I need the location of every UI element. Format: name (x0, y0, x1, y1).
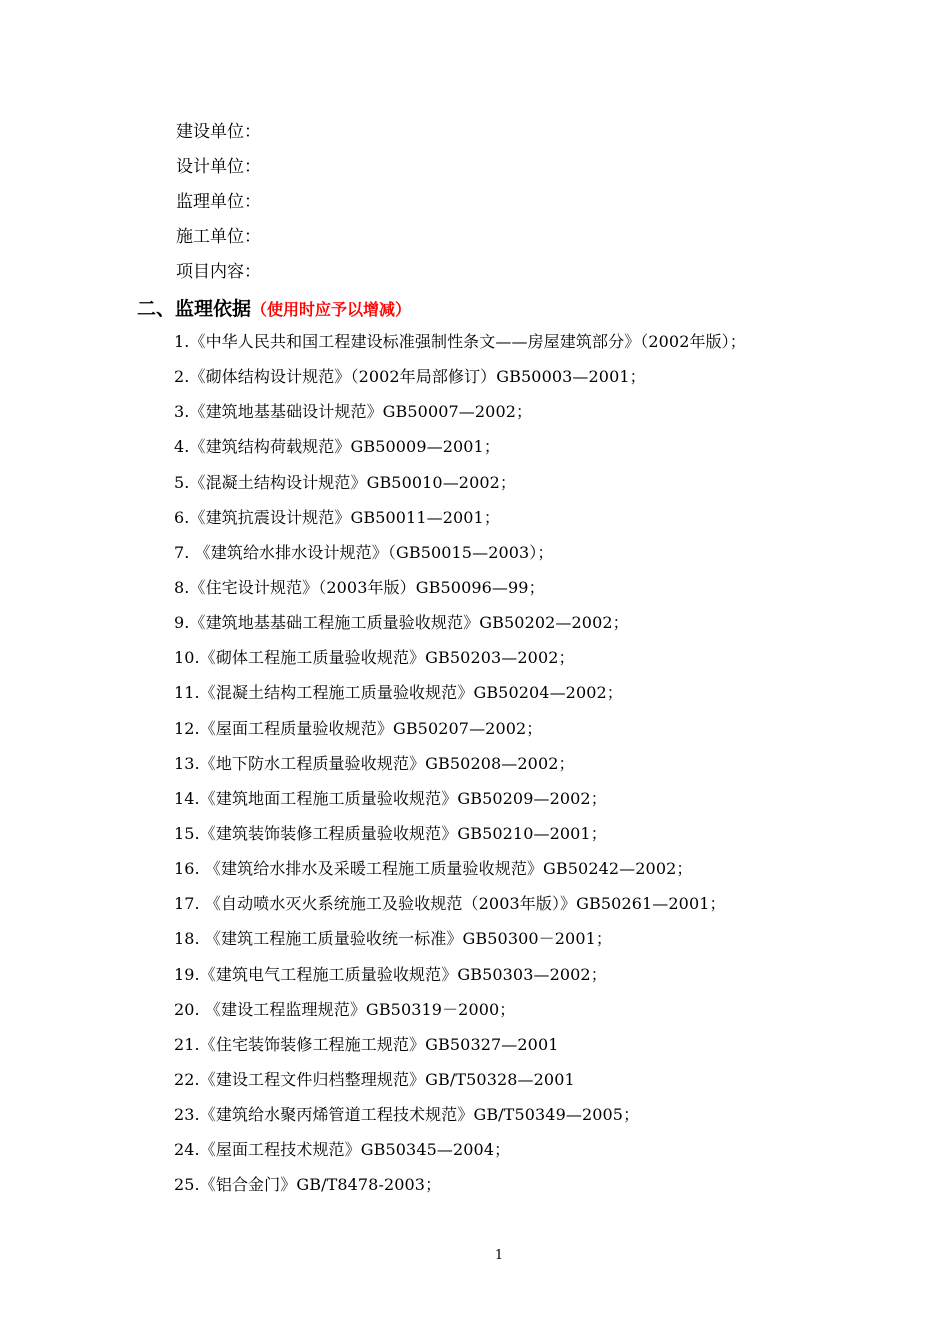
page-number: 1 (494, 1248, 504, 1263)
basis-item: 20. 《建设工程监理规范》GB50319－2000； (174, 999, 516, 1019)
unit-line-contractor: 施工单位： (176, 227, 261, 247)
unit-line-construction: 建设单位： (176, 122, 261, 142)
basis-item: 21.《住宅装饰装修工程施工规范》GB50327—2001 (174, 1034, 559, 1054)
section-note: （使用时应予以增减） (251, 300, 412, 319)
unit-line-project-content: 项目内容： (176, 262, 261, 282)
basis-item: 18. 《建筑工程施工质量验收统一标准》GB50300－2001； (174, 929, 612, 949)
basis-item: 2.《砌体结构设计规范》（2002年局部修订）GB50003—2001； (174, 367, 646, 387)
basis-item: 12.《屋面工程质量验收规范》GB50207—2002； (174, 718, 543, 738)
section-heading (137, 293, 411, 325)
basis-item: 14.《建筑地面工程施工质量验收规范》GB50209—2002； (174, 788, 607, 808)
basis-item: 23.《建筑给水聚丙烯管道工程技术规范》GB/T50349—2005； (174, 1105, 640, 1125)
basis-item: 1.《中华人民共和国工程建设标准强制性条文——房屋建筑部分》（2002年版）； (174, 332, 746, 351)
basis-item: 10.《砌体工程施工质量验收规范》GB50203—2002； (174, 648, 575, 668)
basis-item: 15.《建筑装饰装修工程质量验收规范》GB50210—2001； (174, 823, 607, 843)
basis-item: 9.《建筑地基基础工程施工质量验收规范》GB50202—2002； (174, 613, 629, 633)
basis-item: 22.《建设工程文件归档整理规范》GB/T50328—2001 (174, 1069, 575, 1089)
unit-line-supervision: 监理单位： (176, 192, 261, 212)
basis-item: 11.《混凝土结构工程施工质量验收规范》GB50204—2002； (174, 683, 623, 703)
basis-item: 4.《建筑结构荷载规范》GB50009—2001； (174, 437, 500, 457)
basis-item: 8.《住宅设计规范》（2003年版）GB50096—99； (174, 577, 545, 597)
basis-item: 7. 《建筑给水排水设计规范》（GB50015—2003）； (174, 542, 554, 562)
basis-item: 3.《建筑地基基础设计规范》GB50007—2002； (174, 402, 533, 422)
unit-line-design: 设计单位： (176, 157, 261, 177)
basis-item: 19.《建筑电气工程施工质量验收规范》GB50303—2002； (174, 964, 607, 984)
basis-item: 13.《地下防水工程质量验收规范》GB50208—2002； (174, 753, 575, 773)
section-title: 二、监理依据 (137, 298, 252, 320)
basis-list (174, 328, 746, 1207)
unit-list (176, 118, 261, 293)
basis-item: 16. 《建筑给水排水及采暖工程施工质量验收规范》GB50242—2002； (174, 859, 693, 879)
basis-item: 25.《铝合金门》GB/T8478-2003； (174, 1175, 442, 1195)
basis-item: 6.《建筑抗震设计规范》GB50011—2001； (174, 507, 500, 527)
basis-item: 17. 《自动喷水灭火系统施工及验收规范（2003年版）》GB50261—2001； (174, 894, 726, 914)
basis-item: 5.《混凝土结构设计规范》GB50010—2002； (174, 472, 517, 492)
basis-item: 24.《屋面工程技术规范》GB50345—2004； (174, 1140, 511, 1160)
